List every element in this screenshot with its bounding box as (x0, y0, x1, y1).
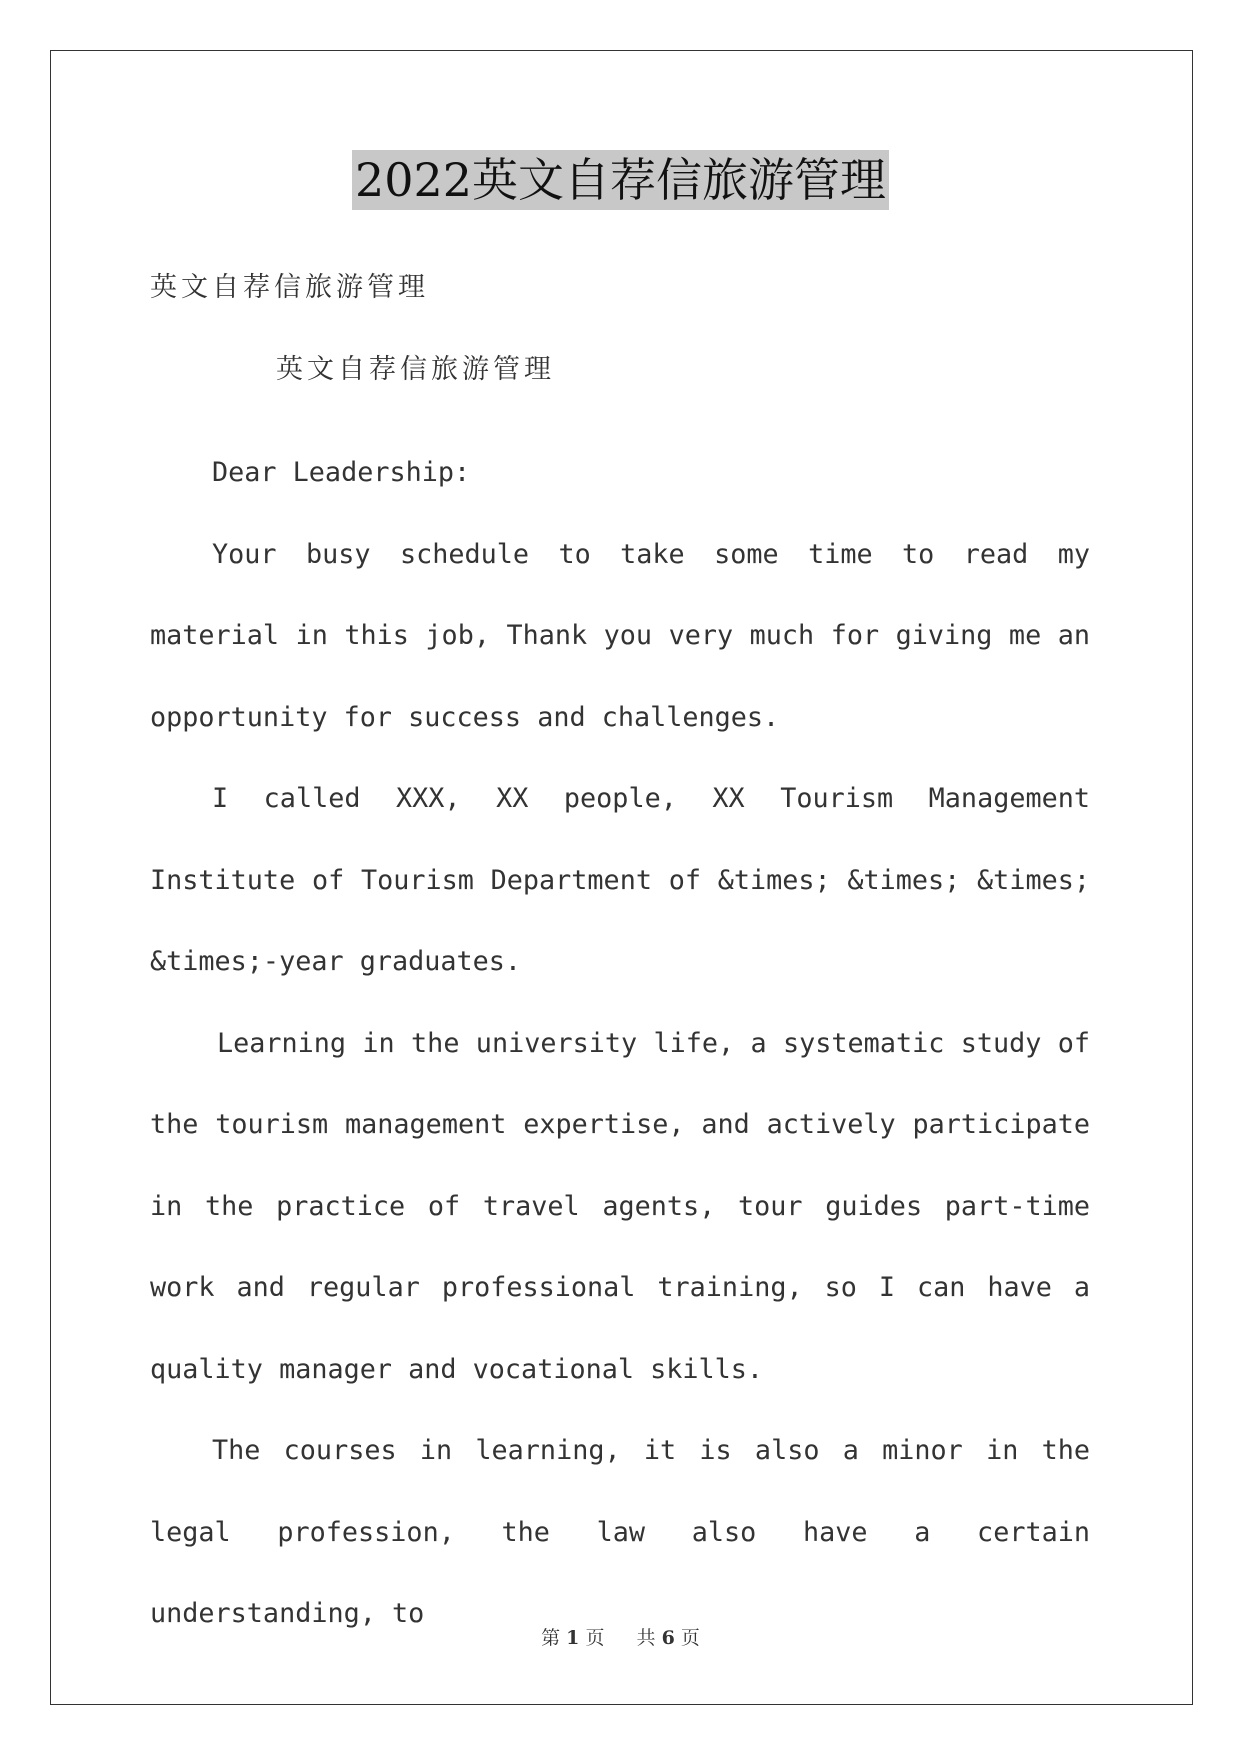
letter-body (150, 432, 1090, 1655)
paragraph-intro: Your busy schedule to take some time to read my material in this job, Thank you very much for giving me an opportunity for success and challenges. (150, 538, 1090, 733)
page-prefix: 第 (541, 1627, 561, 1649)
total-prefix: 共 (636, 1627, 656, 1649)
page-footer (0, 1625, 1241, 1651)
current-page-number: 1 (566, 1627, 580, 1649)
document-title: 2022英文自荐信旅游管理 (352, 150, 889, 210)
total-page-count: 6 (661, 1627, 675, 1649)
page-suffix: 页 (585, 1627, 605, 1649)
salutation: Dear Leadership: (212, 457, 471, 488)
document-subtitle: 英文自荐信旅游管理 (150, 272, 429, 303)
total-suffix: 页 (680, 1627, 700, 1649)
paragraph-identity: I called XXX, XX people, XX Tourism Management Institute of Tourism Department of &times; &times; &times; &times;-year graduates. (150, 783, 1090, 977)
title-container (0, 150, 1241, 210)
document-subtitle-repeat: 英文自荐信旅游管理 (276, 354, 555, 385)
paragraph-learning: Learning in the university life, a systematic study of the tourism management expertise, and actively participate in the practice of travel agents, tour guides part-time work and regular professional training, so I can have a quality manager and vocational skills. (150, 1027, 1090, 1385)
paragraph-courses: The courses in learning, it is also a minor in the legal profession, the law also have a certain understanding, to (150, 1435, 1090, 1629)
